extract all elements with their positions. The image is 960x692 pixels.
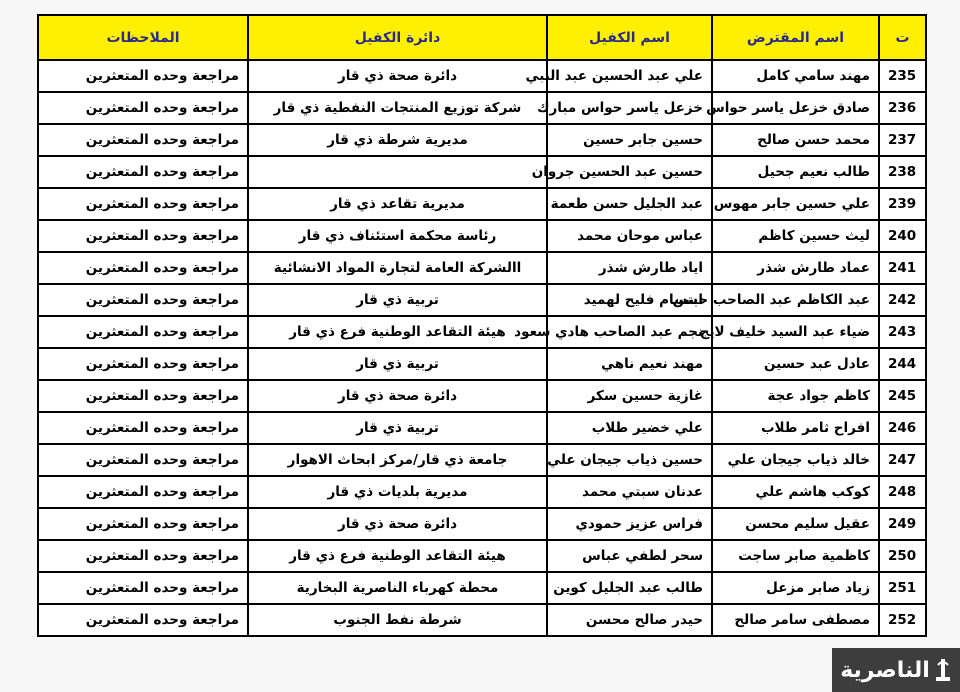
row-number: 241 bbox=[879, 252, 926, 284]
guarantor-name: علي عبد الحسين عبد النبي bbox=[547, 60, 712, 92]
row-note: مراجعة وحده المتعثرين bbox=[38, 572, 248, 604]
guarantor-department: مديرية بلديات ذي قار bbox=[248, 476, 547, 508]
borrower-name: عبد الكاظم عبد الصاحب حسن bbox=[712, 284, 879, 316]
row-note: مراجعة وحده المتعثرين bbox=[38, 412, 248, 444]
guarantor-department: دائرة صحة ذي قار bbox=[248, 508, 547, 540]
guarantor-department: مديرية شرطة ذي قار bbox=[248, 124, 547, 156]
table-row bbox=[38, 508, 926, 540]
guarantor-name: نجم عبد الصاحب هادي سعود bbox=[547, 316, 712, 348]
table-row bbox=[38, 476, 926, 508]
row-note: مراجعة وحده المتعثرين bbox=[38, 380, 248, 412]
row-note: مراجعة وحده المتعثرين bbox=[38, 540, 248, 572]
row-note: مراجعة وحده المتعثرين bbox=[38, 252, 248, 284]
watermark-text: الناصرية bbox=[840, 657, 930, 683]
borrower-name: ضياء عبد السيد خليف لايج bbox=[712, 316, 879, 348]
borrower-name: صادق خزعل ياسر حواس bbox=[712, 92, 879, 124]
row-note: مراجعة وحده المتعثرين bbox=[38, 284, 248, 316]
guarantor-department: مديرية تقاعد ذي قار bbox=[248, 188, 547, 220]
borrower-name: مهند سامي كامل bbox=[712, 60, 879, 92]
row-note: مراجعة وحده المتعثرين bbox=[38, 188, 248, 220]
row-number: 243 bbox=[879, 316, 926, 348]
borrower-name: عقيل سليم محسن bbox=[712, 508, 879, 540]
emblem-icon bbox=[934, 657, 952, 683]
header-num: ت bbox=[879, 15, 926, 60]
guarantor-department: جامعة ذي قار/مركز ابحاث الاهوار bbox=[248, 444, 547, 476]
header-row bbox=[38, 15, 926, 60]
row-note: مراجعة وحده المتعثرين bbox=[38, 156, 248, 188]
row-note: مراجعة وحده المتعثرين bbox=[38, 508, 248, 540]
table-row bbox=[38, 92, 926, 124]
guarantor-department: تربية ذي قار bbox=[248, 348, 547, 380]
guarantor-name: علي خضير طلاب bbox=[547, 412, 712, 444]
guarantor-name: حسين جابر حسين bbox=[547, 124, 712, 156]
borrower-name: عادل عبد حسين bbox=[712, 348, 879, 380]
row-number: 242 bbox=[879, 284, 926, 316]
row-note: مراجعة وحده المتعثرين bbox=[38, 316, 248, 348]
table-row bbox=[38, 252, 926, 284]
table-row bbox=[38, 604, 926, 636]
site-watermark bbox=[832, 648, 960, 692]
header-borrower: اسم المقترض bbox=[712, 15, 879, 60]
guarantor-department: دائرة صحة ذي قار bbox=[248, 380, 547, 412]
guarantors-table bbox=[37, 14, 927, 637]
header-guarantor: اسم الكفيل bbox=[547, 15, 712, 60]
row-note: مراجعة وحده المتعثرين bbox=[38, 444, 248, 476]
row-number: 240 bbox=[879, 220, 926, 252]
row-number: 238 bbox=[879, 156, 926, 188]
row-note: مراجعة وحده المتعثرين bbox=[38, 92, 248, 124]
guarantor-department: شرطة نفط الجنوب bbox=[248, 604, 547, 636]
borrower-name: ليث حسين كاظم bbox=[712, 220, 879, 252]
guarantor-name: حيدر صالح محسن bbox=[547, 604, 712, 636]
row-number: 239 bbox=[879, 188, 926, 220]
borrower-name: افراح ثامر طلاب bbox=[712, 412, 879, 444]
row-number: 235 bbox=[879, 60, 926, 92]
guarantor-department: محطة كهرباء الناصرية البخارية bbox=[248, 572, 547, 604]
row-number: 237 bbox=[879, 124, 926, 156]
table-row bbox=[38, 348, 926, 380]
table-row bbox=[38, 380, 926, 412]
row-number: 248 bbox=[879, 476, 926, 508]
borrower-name: كاظمية صابر ساجت bbox=[712, 540, 879, 572]
table-row bbox=[38, 156, 926, 188]
row-number: 247 bbox=[879, 444, 926, 476]
guarantor-department: رئاسة محكمة استئناف ذي قار bbox=[248, 220, 547, 252]
guarantor-department: هيئة التقاعد الوطنية فرع ذي قار bbox=[248, 316, 547, 348]
guarantor-department: تربية ذي قار bbox=[248, 412, 547, 444]
table-row bbox=[38, 572, 926, 604]
borrower-name: علي حسين جابر مهوس bbox=[712, 188, 879, 220]
borrower-name: كوكب هاشم علي bbox=[712, 476, 879, 508]
table-row bbox=[38, 316, 926, 348]
borrower-name: مصطفى سامر صالح bbox=[712, 604, 879, 636]
guarantor-department bbox=[248, 156, 547, 188]
guarantor-name: عباس موحان محمد bbox=[547, 220, 712, 252]
guarantor-name: فراس عزيز حمودي bbox=[547, 508, 712, 540]
header-department: دائرة الكفيل bbox=[248, 15, 547, 60]
guarantor-department: تربية ذي قار bbox=[248, 284, 547, 316]
row-number: 252 bbox=[879, 604, 926, 636]
borrower-name: كاظم جواد عجة bbox=[712, 380, 879, 412]
row-note: مراجعة وحده المتعثرين bbox=[38, 476, 248, 508]
row-number: 249 bbox=[879, 508, 926, 540]
table-row bbox=[38, 220, 926, 252]
guarantor-department: دائرة صحة ذي قار bbox=[248, 60, 547, 92]
guarantor-name: اياد طارش شذر bbox=[547, 252, 712, 284]
table-row bbox=[38, 124, 926, 156]
borrower-name: خالد ذياب جيجان علي bbox=[712, 444, 879, 476]
row-note: مراجعة وحده المتعثرين bbox=[38, 348, 248, 380]
row-number: 250 bbox=[879, 540, 926, 572]
guarantor-department: هيئة التقاعد الوطنية فرع ذي قار bbox=[248, 540, 547, 572]
guarantor-name: مهند نعيم ناهي bbox=[547, 348, 712, 380]
guarantor-name: ابتسام فليح لهميد bbox=[547, 284, 712, 316]
table-body bbox=[38, 60, 926, 636]
table-row bbox=[38, 444, 926, 476]
guarantor-name: عبد الجليل حسن طعمة bbox=[547, 188, 712, 220]
row-number: 244 bbox=[879, 348, 926, 380]
guarantor-name: حسين ذياب جيجان علي bbox=[547, 444, 712, 476]
borrower-name: عماد طارش شذر bbox=[712, 252, 879, 284]
guarantor-department: االشركة العامة لتجارة المواد الانشائية bbox=[248, 252, 547, 284]
row-number: 246 bbox=[879, 412, 926, 444]
guarantor-name: طالب عبد الجليل كوين bbox=[547, 572, 712, 604]
borrower-name: زياد صابر مزعل bbox=[712, 572, 879, 604]
guarantor-name: سحر لطفي عباس bbox=[547, 540, 712, 572]
row-note: مراجعة وحده المتعثرين bbox=[38, 60, 248, 92]
row-note: مراجعة وحده المتعثرين bbox=[38, 220, 248, 252]
table-row bbox=[38, 412, 926, 444]
table-row bbox=[38, 540, 926, 572]
header-notes: الملاحظات bbox=[38, 15, 248, 60]
guarantor-name: خزعل ياسر حواس مبارك bbox=[547, 92, 712, 124]
row-number: 245 bbox=[879, 380, 926, 412]
guarantor-name: حسين عبد الحسين جروان bbox=[547, 156, 712, 188]
guarantor-name: غازية حسين سكر bbox=[547, 380, 712, 412]
row-number: 251 bbox=[879, 572, 926, 604]
table-row bbox=[38, 284, 926, 316]
row-note: مراجعة وحده المتعثرين bbox=[38, 124, 248, 156]
table-row bbox=[38, 188, 926, 220]
borrower-name: محمد حسن صالح bbox=[712, 124, 879, 156]
guarantor-department: شركة توزيع المنتجات النفطية ذي قار bbox=[248, 92, 547, 124]
row-note: مراجعة وحده المتعثرين bbox=[38, 604, 248, 636]
guarantor-name: عدنان سبتي محمد bbox=[547, 476, 712, 508]
borrower-name: طالب نعيم جحيل bbox=[712, 156, 879, 188]
row-number: 236 bbox=[879, 92, 926, 124]
table-row bbox=[38, 60, 926, 92]
